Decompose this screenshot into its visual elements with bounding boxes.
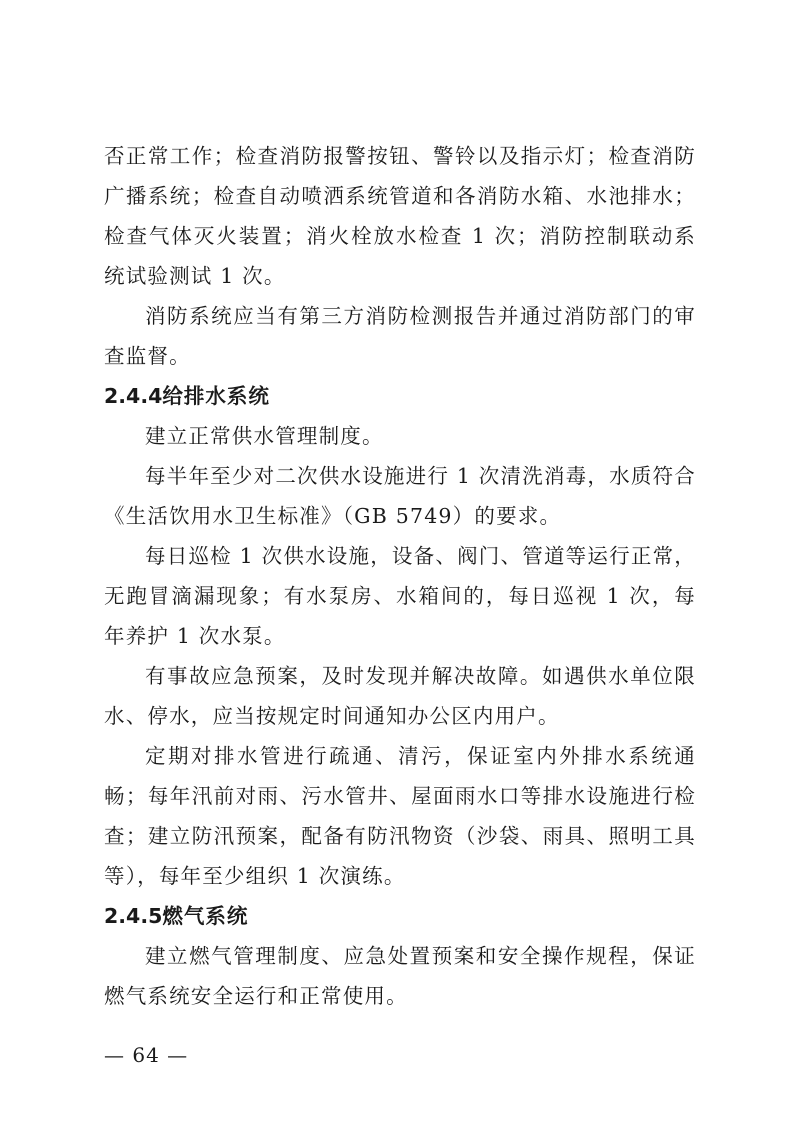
paragraph-daily-inspection: 每日巡检 1 次供水设施，设备、阀门、管道等运行正常，无跑冒滴漏现象；有水泵房、水箱间的，每日巡视 1 次，每年养护 1 次水泵。: [104, 544, 696, 648]
paragraph-fire-third-party-report: 消防系统应当有第三方消防检测报告并通过消防部门的审查监督。: [104, 304, 696, 368]
paragraph-fire-inspection-items: 否正常工作；检查消防报警按钮、警铃以及指示灯；检查消防广播系统；检查自动喷洒系统管道和各消防水箱、水池排水；检查气体灭火装置；消火栓放水检查 1 次；消防控制联动系统试验测试 1 次。: [104, 144, 696, 288]
page-number: — 64 —: [104, 1043, 189, 1067]
section-number: 2.4.5: [104, 904, 163, 928]
paragraph-drainage: 定期对排水管进行疏通、清污，保证室内外排水系统通畅；每年汛前对雨、污水管井、屋面雨水口等排水设施进行检查；建立防汛预案，配备有防汛物资（沙袋、雨具、照明工具等），每年至少组织 1 次演练。: [104, 744, 696, 888]
section-heading-2-4-5: [104, 896, 696, 936]
paragraph-water-cleaning: 每半年至少对二次供水设施进行 1 次清洗消毒，水质符合《生活饮用水卫生标准》（GB 5749）的要求。: [104, 464, 696, 528]
paragraph-emergency-plan: 有事故应急预案，及时发现并解决故障。如遇供水单位限水、停水，应当按规定时间通知办公区内用户。: [104, 664, 696, 728]
section-title: 给排水系统: [162, 384, 270, 408]
document-body: [104, 136, 696, 1016]
section-number: 2.4.4: [104, 384, 163, 408]
section-title: 燃气系统: [162, 904, 249, 928]
paragraph-gas-system: 建立燃气管理制度、应急处置预案和安全操作规程，保证燃气系统安全运行和正常使用。: [104, 944, 696, 1008]
paragraph-water-supply-system: 建立正常供水管理制度。: [145, 424, 384, 448]
section-heading-2-4-4: [104, 376, 696, 416]
